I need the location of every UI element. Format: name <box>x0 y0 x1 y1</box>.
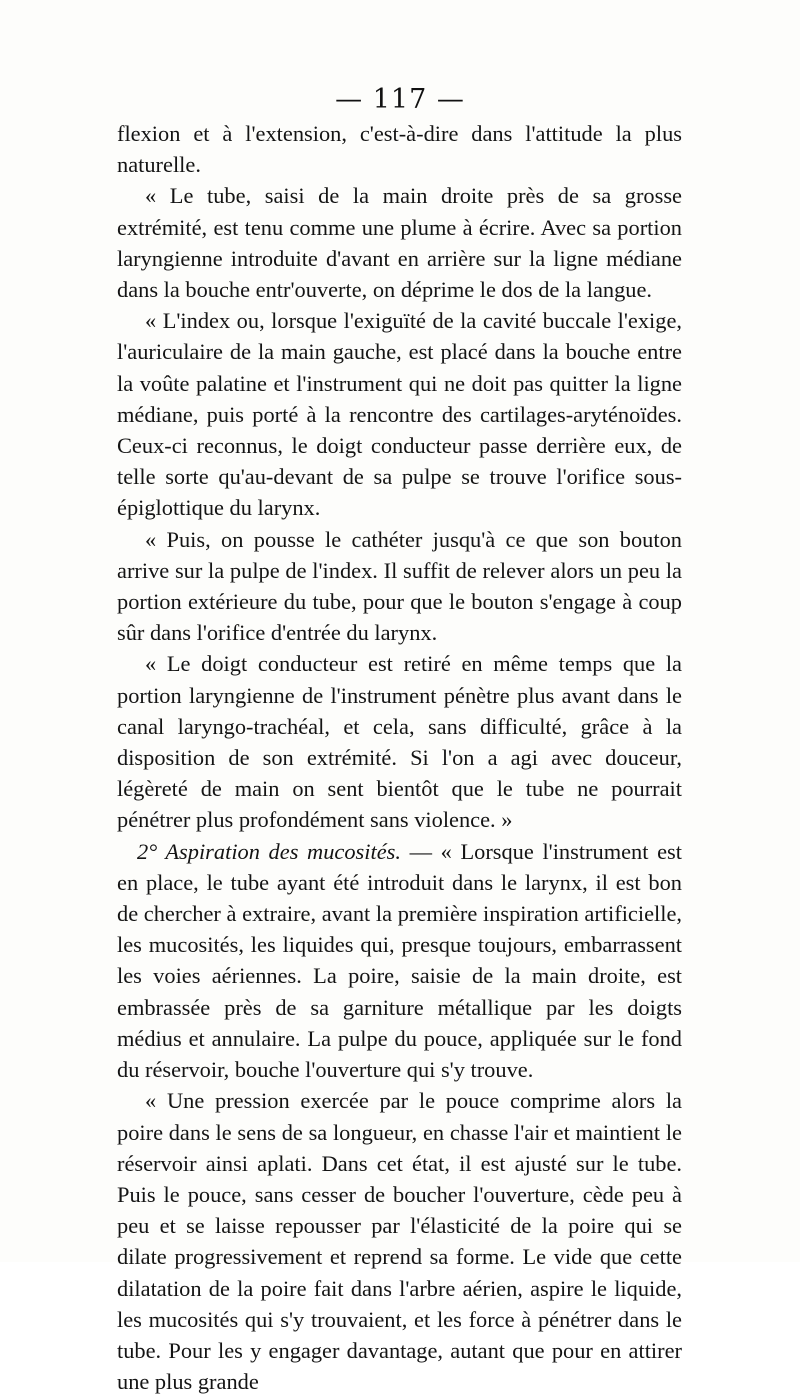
paragraph-body: — « Lorsque l'instrument est en place, le tube ayant été introduit dans le larynx, il est bon de chercher à extraire, avant la première inspiration artificielle, les mucosités, les liquides qui, presque toujours, embarrassent les voies aériennes. La poire, saisie de la main droite, est embrassée près de sa garniture métallique par les doigts médius et annulaire. La pulpe du pouce, appliquée sur le fond du réservoir, bouche l'ouverture qui s'y trouve. <box>117 838 682 1083</box>
paragraph: « Le tube, saisi de la main droite près de sa grosse extrémité, est tenu comme une plume à écrire. Avec sa portion laryngienne introduite d'avant en arrière sur la ligne médiane dans la bouche entr'ouverte, on déprime le dos de la langue. <box>117 183 682 303</box>
paragraph: flexion et à l'extension, c'est-à-dire dans l'attitude la plus naturelle. <box>117 121 682 178</box>
page-number: — 117 — <box>335 84 465 115</box>
paragraph: « L'index ou, lorsque l'exiguïté de la cavité buccale l'exige, l'auriculaire de la main gauche, est placé dans la bouche entre la voûte palatine et l'instrument qui ne doit pas quitter la ligne médiane, puis porté à la rencontre des cartilages-aryténoïdes. Ceux-ci reconnus, le doigt conducteur passe derrière eux, de telle sorte qu'au-devant de sa pulpe se trouve l'orifice sous-épiglottique du larynx. <box>117 308 682 521</box>
paragraph: « Le doigt conducteur est retiré en même temps que la portion laryngienne de l'instrument pénètre plus avant dans le canal laryngo-trachéal, et cela, sans difficulté, grâce à la disposition de son extrémité. Si l'on a agi avec douceur, légèreté de main on sent bientôt que le tube ne pourrait pénétrer plus profondément sans violence. » <box>117 651 682 833</box>
paragraph-with-heading <box>117 836 682 1086</box>
section-heading: 2° Aspiration des mucosités. <box>137 838 401 864</box>
body-text <box>117 118 682 1397</box>
paragraph: « Puis, on pousse le cathéter jusqu'à ce que son bouton arrive sur la pulpe de l'index. Il suffit de relever alors un peu la portion extérieure du tube, pour que le bouton s'engage à coup sûr dans l'orifice d'entrée du larynx. <box>117 526 682 646</box>
paragraph: « Une pression exercée par le pouce comprime alors la poire dans le sens de sa longueur, en chasse l'air et maintient le réservoir ainsi aplati. Dans cet état, il est ajusté sur le tube. Puis le pouce, sans cesser de boucher l'ouverture, cède peu à peu et se laisse repousser par l'élasticité de la poire qui se dilate progressivement et reprend sa forme. Le vide que cette dilatation de la poire fait dans l'arbre aérien, aspire le liquide, les mucosités qui s'y trouvaient, et les force à pénétrer dans le tube. Pour les y engager davantage, autant que pour en attirer une plus grande <box>117 1088 682 1395</box>
